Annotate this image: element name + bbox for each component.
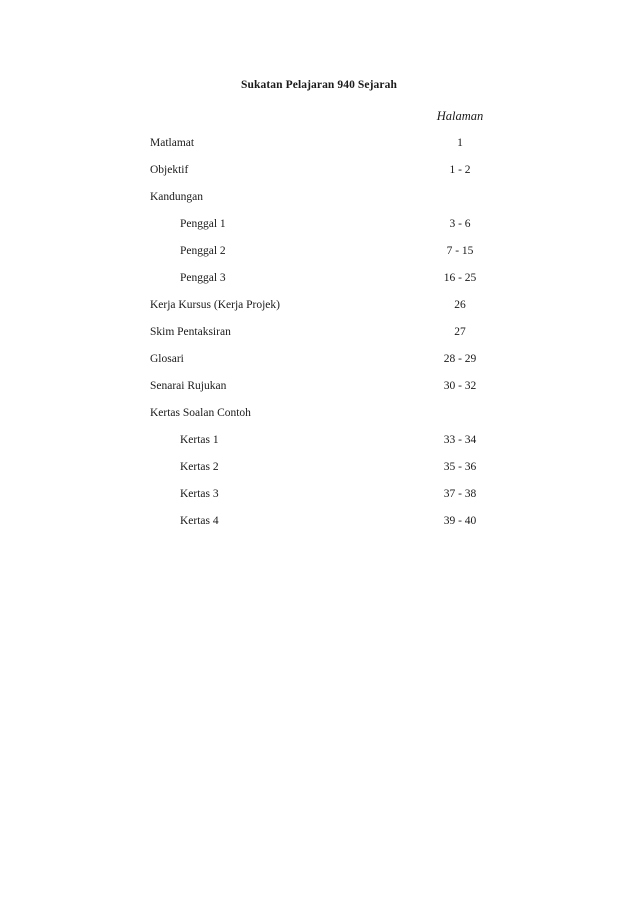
toc-entry-pages: 26	[454, 299, 466, 311]
toc-entry-pages: 3 - 6	[449, 218, 471, 230]
toc-entry-label: Kertas Soalan Contoh	[150, 407, 251, 419]
toc-entry-kertas-1	[0, 434, 638, 461]
toc-entry-pages: 37 - 38	[443, 488, 477, 500]
document-title: Sukatan Pelajaran 940 Sejarah	[241, 79, 397, 91]
toc-entry-label: Penggal 2	[180, 245, 226, 257]
toc-entry-matlamat	[0, 137, 638, 164]
toc-entry-label: Senarai Rujukan	[150, 380, 227, 392]
toc-entry-skim-pentaksiran	[0, 326, 638, 353]
toc-entry-objektif	[0, 164, 638, 191]
toc-entry-kertas-soalan-contoh	[0, 407, 638, 434]
toc-entry-label: Objektif	[150, 164, 189, 176]
toc-entry-kerja-kursus	[0, 299, 638, 326]
toc-entry-penggal-3	[0, 272, 638, 299]
toc-entry-label: Kertas 1	[180, 434, 219, 446]
toc-entry-pages: 27	[454, 326, 466, 338]
toc-entry-pages: 28 - 29	[443, 353, 477, 365]
toc-entry-glosari	[0, 353, 638, 380]
toc-entry-senarai-rujukan	[0, 380, 638, 407]
toc-entry-label: Skim Pentaksiran	[150, 326, 231, 338]
toc-entry-penggal-2	[0, 245, 638, 272]
toc-entry-pages: 39 - 40	[443, 515, 477, 527]
toc-entry-label: Kandungan	[150, 191, 204, 203]
toc-entry-kertas-4	[0, 515, 638, 542]
toc-entry-label: Penggal 3	[180, 272, 226, 284]
toc-entry-pages: 33 - 34	[443, 434, 477, 446]
toc-entry-pages: 30 - 32	[443, 380, 477, 392]
page-column-header: Halaman	[436, 109, 484, 123]
toc-entry-pages: 7 - 15	[446, 245, 474, 257]
toc-entry-label: Penggal 1	[180, 218, 226, 230]
toc-entry-pages: 35 - 36	[443, 461, 477, 473]
toc-entry-penggal-1	[0, 218, 638, 245]
table-of-contents	[0, 137, 638, 542]
toc-entry-kandungan	[0, 191, 638, 218]
toc-entry-label: Matlamat	[150, 137, 195, 149]
toc-entry-label: Kerja Kursus (Kerja Projek)	[150, 299, 280, 311]
toc-entry-pages: 16 - 25	[443, 272, 477, 284]
toc-entry-kertas-3	[0, 488, 638, 515]
toc-entry-label: Glosari	[150, 353, 184, 365]
toc-entry-pages: 1	[457, 137, 463, 149]
toc-entry-label: Kertas 4	[180, 515, 219, 527]
toc-entry-label: Kertas 2	[180, 461, 219, 473]
toc-entry-label: Kertas 3	[180, 488, 219, 500]
toc-entry-pages: 1 - 2	[449, 164, 471, 176]
toc-entry-kertas-2	[0, 461, 638, 488]
